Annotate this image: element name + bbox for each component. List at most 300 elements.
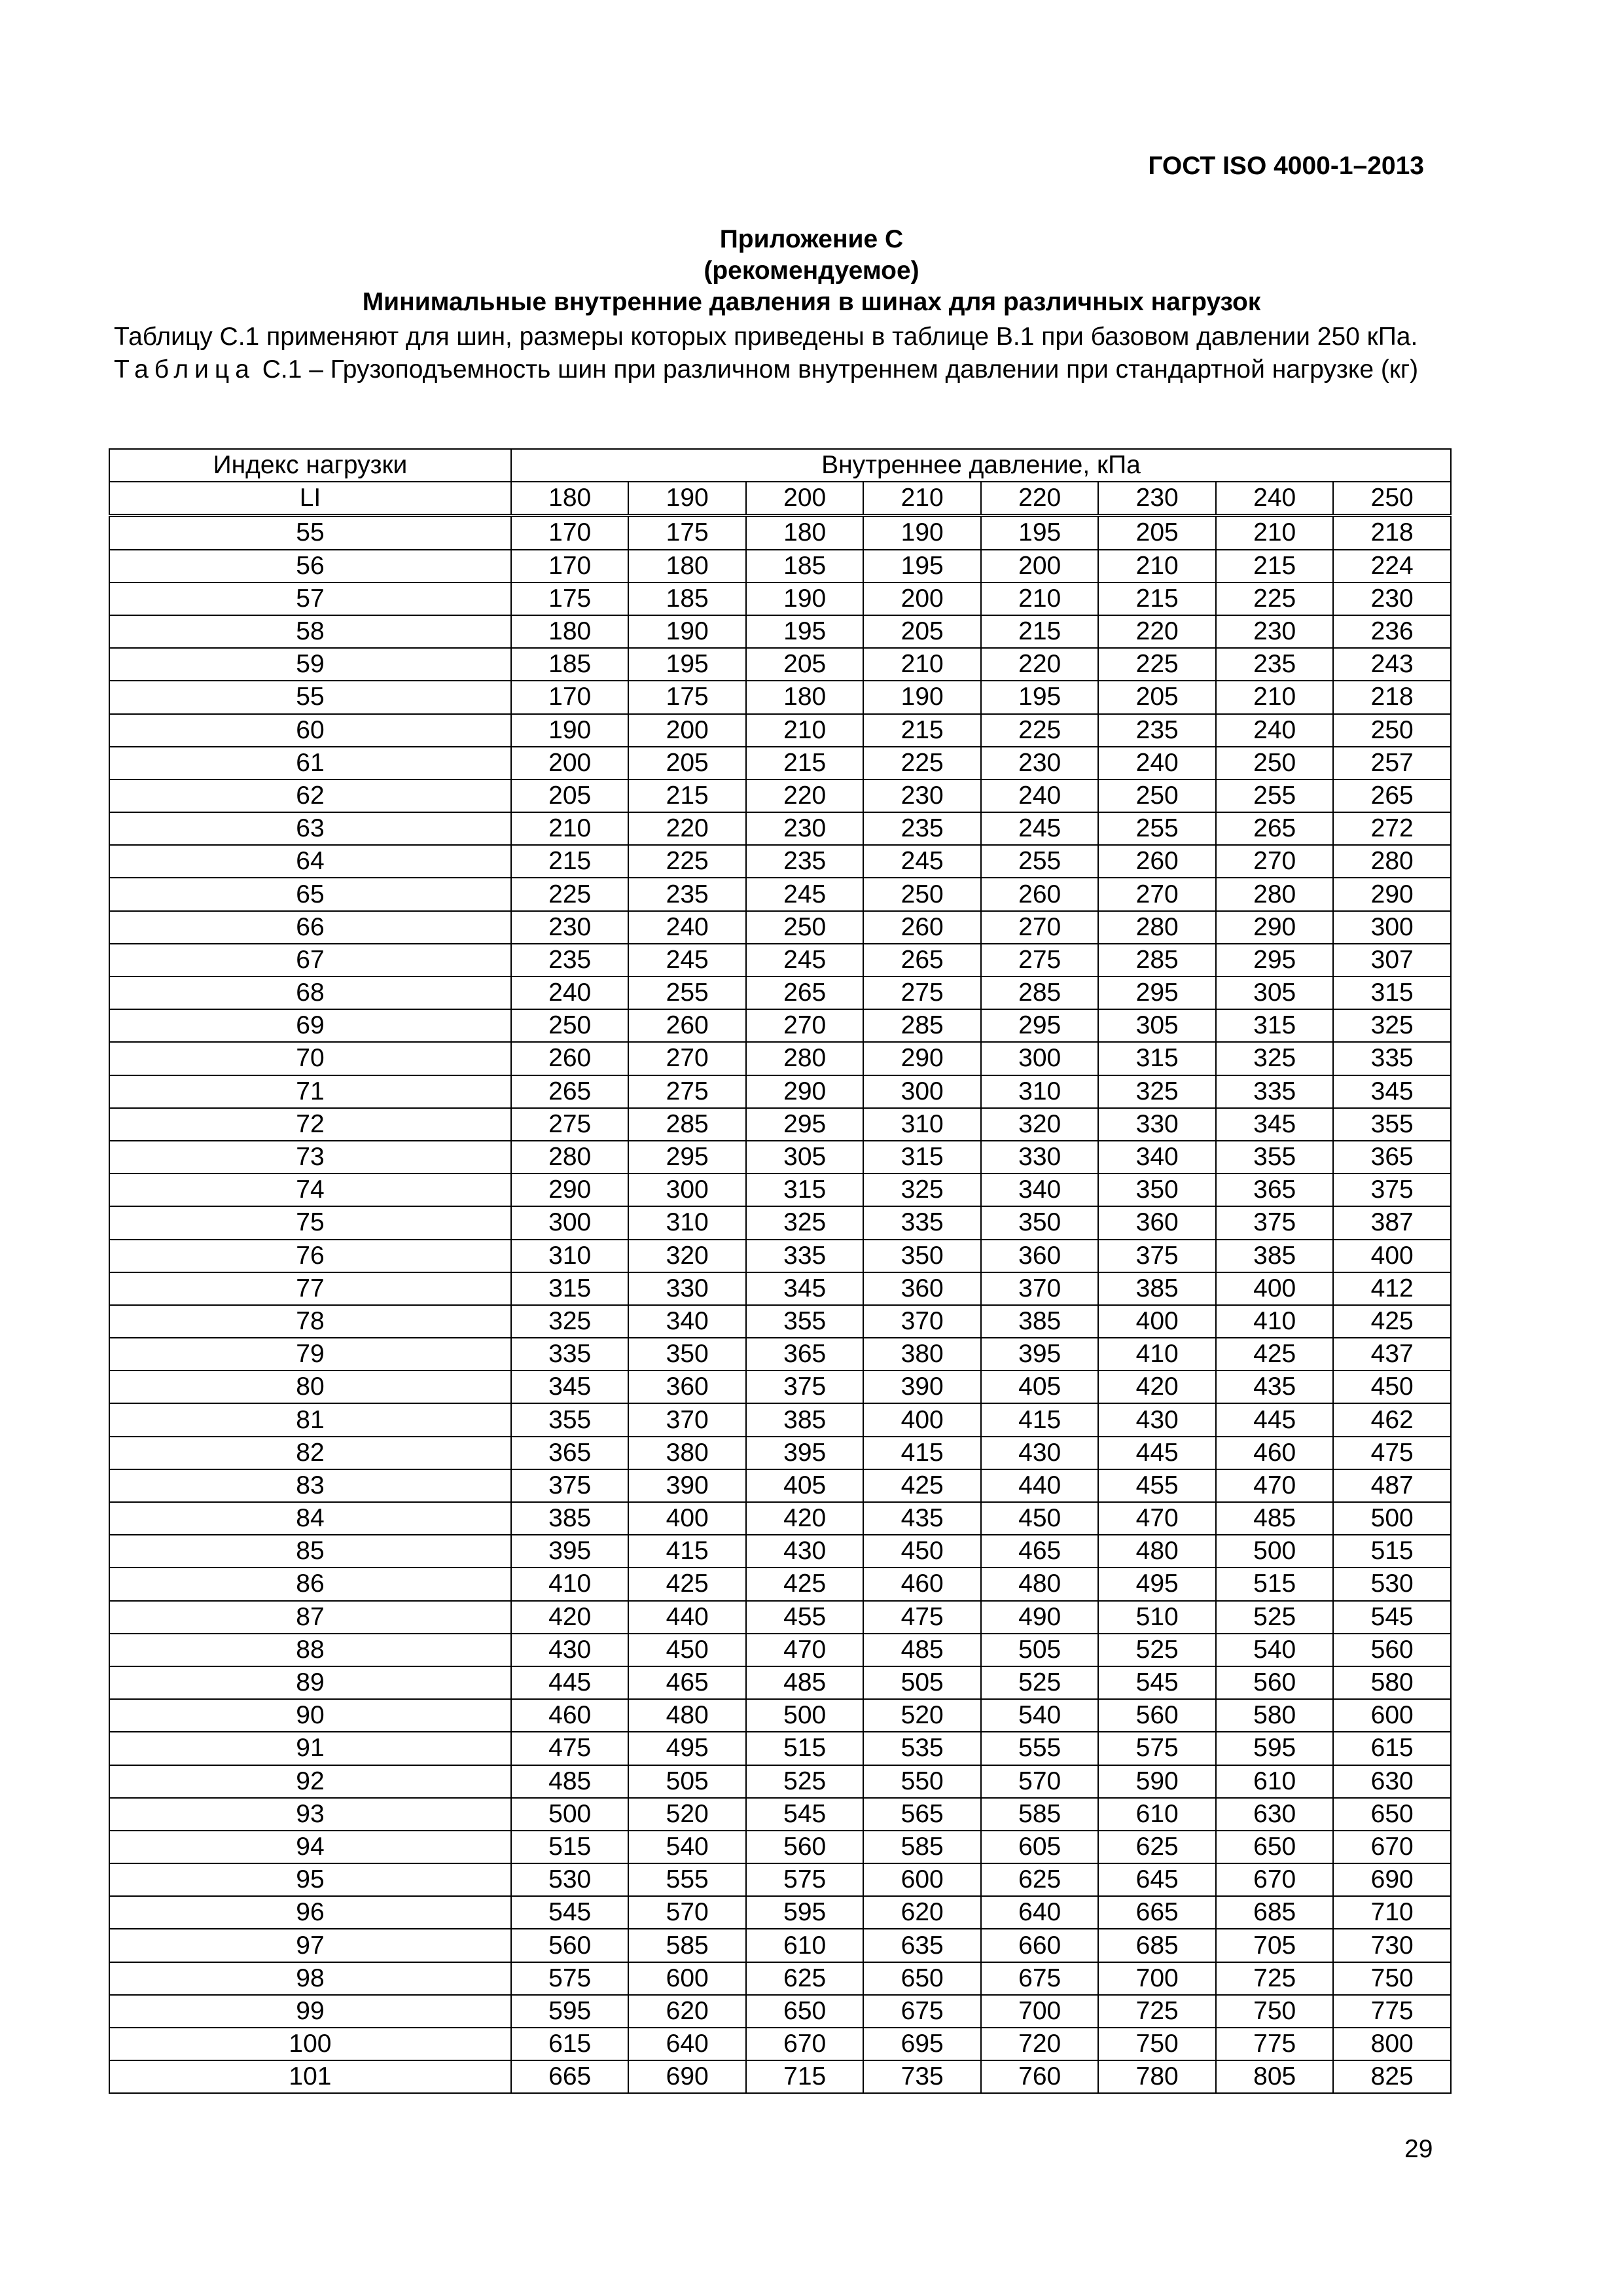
capacity-cell: 270 bbox=[1216, 845, 1334, 878]
capacity-cell: 195 bbox=[628, 648, 746, 681]
capacity-cell: 335 bbox=[1333, 1042, 1451, 1075]
capacity-cell: 495 bbox=[628, 1732, 746, 1765]
capacity-cell: 520 bbox=[863, 1699, 981, 1732]
capacity-cell: 465 bbox=[981, 1535, 1099, 1568]
capacity-cell: 250 bbox=[1333, 714, 1451, 747]
capacity-cell: 600 bbox=[1333, 1699, 1451, 1732]
capacity-cell: 380 bbox=[863, 1338, 981, 1371]
capacity-cell: 650 bbox=[863, 1962, 981, 1995]
capacity-cell: 170 bbox=[511, 681, 629, 713]
capacity-cell: 270 bbox=[746, 1009, 864, 1042]
capacity-cell: 480 bbox=[981, 1568, 1099, 1600]
capacity-cell: 510 bbox=[1098, 1601, 1216, 1634]
capacity-cell: 595 bbox=[511, 1995, 629, 2028]
capacity-cell: 635 bbox=[863, 1929, 981, 1962]
load-index-cell: 71 bbox=[109, 1075, 511, 1108]
capacity-cell: 500 bbox=[1333, 1502, 1451, 1535]
capacity-cell: 500 bbox=[511, 1798, 629, 1831]
capacity-cell: 620 bbox=[863, 1896, 981, 1929]
capacity-cell: 625 bbox=[981, 1863, 1099, 1896]
capacity-cell: 370 bbox=[863, 1305, 981, 1338]
capacity-cell: 250 bbox=[863, 878, 981, 910]
capacity-cell: 224 bbox=[1333, 550, 1451, 583]
pressure-column-header: 190 bbox=[628, 482, 746, 516]
capacity-cell: 180 bbox=[746, 516, 864, 550]
capacity-cell: 610 bbox=[746, 1929, 864, 1962]
capacity-cell: 290 bbox=[863, 1042, 981, 1075]
load-index-cell: 77 bbox=[109, 1272, 511, 1305]
load-index-cell: 78 bbox=[109, 1305, 511, 1338]
capacity-cell: 700 bbox=[981, 1995, 1099, 2028]
table-row bbox=[109, 583, 1451, 615]
capacity-cell: 265 bbox=[863, 944, 981, 977]
table-row bbox=[109, 1403, 1451, 1436]
appendix-title: Минимальные внутренние давления в шинах для различных нагрузок bbox=[362, 288, 1261, 316]
load-index-cell: 64 bbox=[109, 845, 511, 878]
table-row bbox=[109, 1371, 1451, 1403]
table-row bbox=[109, 1568, 1451, 1600]
capacity-cell: 515 bbox=[746, 1732, 864, 1765]
intro-text-block bbox=[114, 321, 1423, 386]
capacity-cell: 545 bbox=[511, 1896, 629, 1929]
capacity-cell: 218 bbox=[1333, 681, 1451, 713]
load-index-cell: 68 bbox=[109, 977, 511, 1009]
table-row bbox=[109, 1272, 1451, 1305]
capacity-cell: 590 bbox=[1098, 1765, 1216, 1798]
capacity-cell: 700 bbox=[1098, 1962, 1216, 1995]
capacity-cell: 750 bbox=[1333, 1962, 1451, 1995]
capacity-cell: 675 bbox=[863, 1995, 981, 2028]
capacity-cell: 265 bbox=[1216, 812, 1334, 845]
capacity-cell: 725 bbox=[1098, 1995, 1216, 2028]
capacity-cell: 545 bbox=[1098, 1666, 1216, 1699]
capacity-cell: 335 bbox=[746, 1240, 864, 1272]
capacity-cell: 445 bbox=[1098, 1437, 1216, 1469]
capacity-cell: 540 bbox=[1216, 1634, 1334, 1666]
capacity-cell: 405 bbox=[981, 1371, 1099, 1403]
table-row bbox=[109, 878, 1451, 910]
load-index-cell: 96 bbox=[109, 1896, 511, 1929]
table-row bbox=[109, 1929, 1451, 1962]
capacity-cell: 190 bbox=[863, 681, 981, 713]
capacity-cell: 375 bbox=[746, 1371, 864, 1403]
capacity-cell: 420 bbox=[746, 1502, 864, 1535]
load-index-cell: 74 bbox=[109, 1174, 511, 1206]
capacity-cell: 390 bbox=[863, 1371, 981, 1403]
capacity-cell: 470 bbox=[1216, 1469, 1334, 1502]
load-index-cell: 83 bbox=[109, 1469, 511, 1502]
appendix-label: Приложение С bbox=[719, 225, 904, 253]
pressure-header: Внутреннее давление, кПа bbox=[511, 449, 1451, 482]
capacity-cell: 185 bbox=[511, 648, 629, 681]
load-index-cell: 98 bbox=[109, 1962, 511, 1995]
capacity-cell: 360 bbox=[981, 1240, 1099, 1272]
capacity-cell: 235 bbox=[628, 878, 746, 910]
load-capacity-table bbox=[109, 448, 1452, 2094]
load-index-cell: 76 bbox=[109, 1240, 511, 1272]
capacity-cell: 290 bbox=[511, 1174, 629, 1206]
capacity-cell: 505 bbox=[628, 1765, 746, 1798]
capacity-cell: 540 bbox=[628, 1831, 746, 1863]
load-index-cell: 100 bbox=[109, 2028, 511, 2060]
capacity-cell: 720 bbox=[981, 2028, 1099, 2060]
capacity-cell: 560 bbox=[1098, 1699, 1216, 1732]
capacity-cell: 425 bbox=[628, 1568, 746, 1600]
capacity-cell: 715 bbox=[746, 2060, 864, 2093]
capacity-cell: 215 bbox=[1216, 550, 1334, 583]
capacity-cell: 800 bbox=[1333, 2028, 1451, 2060]
capacity-cell: 265 bbox=[746, 977, 864, 1009]
capacity-cell: 705 bbox=[1216, 1929, 1334, 1962]
appendix-title-block bbox=[0, 224, 1623, 318]
capacity-cell: 340 bbox=[1098, 1141, 1216, 1174]
capacity-cell: 525 bbox=[1098, 1634, 1216, 1666]
capacity-cell: 315 bbox=[1216, 1009, 1334, 1042]
capacity-cell: 180 bbox=[746, 681, 864, 713]
load-index-cell: 59 bbox=[109, 648, 511, 681]
capacity-cell: 190 bbox=[863, 516, 981, 550]
capacity-cell: 665 bbox=[1098, 1896, 1216, 1929]
capacity-cell: 170 bbox=[511, 516, 629, 550]
capacity-cell: 225 bbox=[511, 878, 629, 910]
capacity-cell: 735 bbox=[863, 2060, 981, 2093]
table-row bbox=[109, 2028, 1451, 2060]
capacity-cell: 435 bbox=[1216, 1371, 1334, 1403]
capacity-cell: 350 bbox=[1098, 1174, 1216, 1206]
capacity-cell: 220 bbox=[628, 812, 746, 845]
capacity-cell: 750 bbox=[1216, 1995, 1334, 2028]
capacity-cell: 515 bbox=[511, 1831, 629, 1863]
capacity-cell: 285 bbox=[863, 1009, 981, 1042]
capacity-cell: 225 bbox=[628, 845, 746, 878]
capacity-cell: 215 bbox=[628, 780, 746, 812]
capacity-cell: 255 bbox=[628, 977, 746, 1009]
capacity-cell: 615 bbox=[511, 2028, 629, 2060]
capacity-cell: 530 bbox=[511, 1863, 629, 1896]
capacity-cell: 205 bbox=[746, 648, 864, 681]
capacity-cell: 240 bbox=[1216, 714, 1334, 747]
table-row bbox=[109, 1732, 1451, 1765]
capacity-cell: 625 bbox=[746, 1962, 864, 1995]
capacity-cell: 595 bbox=[746, 1896, 864, 1929]
capacity-cell: 290 bbox=[1333, 878, 1451, 910]
table-row bbox=[109, 1765, 1451, 1798]
capacity-cell: 555 bbox=[628, 1863, 746, 1896]
capacity-cell: 595 bbox=[1216, 1732, 1334, 1765]
capacity-cell: 485 bbox=[511, 1765, 629, 1798]
capacity-cell: 210 bbox=[511, 812, 629, 845]
table-row bbox=[109, 1962, 1451, 1995]
table-row bbox=[109, 1699, 1451, 1732]
load-index-cell: 88 bbox=[109, 1634, 511, 1666]
capacity-cell: 445 bbox=[511, 1666, 629, 1699]
capacity-cell: 240 bbox=[628, 911, 746, 944]
table-body bbox=[109, 516, 1451, 2094]
table-row bbox=[109, 747, 1451, 780]
capacity-cell: 235 bbox=[511, 944, 629, 977]
capacity-cell: 330 bbox=[1098, 1108, 1216, 1141]
capacity-cell: 205 bbox=[1098, 516, 1216, 550]
capacity-cell: 240 bbox=[981, 780, 1099, 812]
capacity-cell: 400 bbox=[628, 1502, 746, 1535]
capacity-cell: 230 bbox=[511, 911, 629, 944]
capacity-cell: 575 bbox=[1098, 1732, 1216, 1765]
capacity-cell: 500 bbox=[746, 1699, 864, 1732]
capacity-cell: 340 bbox=[628, 1305, 746, 1338]
capacity-cell: 280 bbox=[746, 1042, 864, 1075]
capacity-cell: 462 bbox=[1333, 1403, 1451, 1436]
capacity-cell: 325 bbox=[746, 1206, 864, 1239]
load-index-cell: 81 bbox=[109, 1403, 511, 1436]
capacity-cell: 265 bbox=[511, 1075, 629, 1108]
capacity-cell: 710 bbox=[1333, 1896, 1451, 1929]
capacity-cell: 245 bbox=[746, 944, 864, 977]
capacity-cell: 235 bbox=[1216, 648, 1334, 681]
capacity-cell: 487 bbox=[1333, 1469, 1451, 1502]
capacity-cell: 530 bbox=[1333, 1568, 1451, 1600]
table-row bbox=[109, 1601, 1451, 1634]
capacity-cell: 365 bbox=[1216, 1174, 1334, 1206]
table-row bbox=[109, 780, 1451, 812]
capacity-cell: 360 bbox=[628, 1371, 746, 1403]
capacity-cell: 395 bbox=[746, 1437, 864, 1469]
table-row bbox=[109, 1995, 1451, 2028]
table-row bbox=[109, 1634, 1451, 1666]
load-index-cell: 70 bbox=[109, 1042, 511, 1075]
capacity-cell: 295 bbox=[1098, 977, 1216, 1009]
capacity-cell: 387 bbox=[1333, 1206, 1451, 1239]
capacity-cell: 260 bbox=[863, 911, 981, 944]
capacity-cell: 525 bbox=[1216, 1601, 1334, 1634]
capacity-cell: 350 bbox=[863, 1240, 981, 1272]
pressure-column-header: 230 bbox=[1098, 482, 1216, 516]
capacity-cell: 605 bbox=[981, 1831, 1099, 1863]
capacity-cell: 385 bbox=[981, 1305, 1099, 1338]
table-row bbox=[109, 1535, 1451, 1568]
table-caption-text: С.1 – Грузоподъемность шин при различном внутреннем давлении при стандартной нагрузке (кг) bbox=[255, 355, 1419, 384]
capacity-cell: 275 bbox=[511, 1108, 629, 1141]
table-row bbox=[109, 1338, 1451, 1371]
capacity-cell: 290 bbox=[1216, 911, 1334, 944]
capacity-cell: 630 bbox=[1333, 1765, 1451, 1798]
capacity-cell: 775 bbox=[1333, 1995, 1451, 2028]
capacity-cell: 355 bbox=[1216, 1141, 1334, 1174]
capacity-cell: 650 bbox=[1333, 1798, 1451, 1831]
capacity-cell: 560 bbox=[511, 1929, 629, 1962]
capacity-cell: 225 bbox=[863, 747, 981, 780]
capacity-cell: 475 bbox=[511, 1732, 629, 1765]
capacity-cell: 265 bbox=[1333, 780, 1451, 812]
capacity-cell: 640 bbox=[981, 1896, 1099, 1929]
capacity-cell: 250 bbox=[1098, 780, 1216, 812]
capacity-cell: 385 bbox=[511, 1502, 629, 1535]
table-row bbox=[109, 516, 1451, 550]
capacity-cell: 425 bbox=[1333, 1305, 1451, 1338]
table-row bbox=[109, 714, 1451, 747]
capacity-cell: 415 bbox=[863, 1437, 981, 1469]
table-row bbox=[109, 1206, 1451, 1239]
capacity-cell: 415 bbox=[628, 1535, 746, 1568]
load-index-cell: 86 bbox=[109, 1568, 511, 1600]
capacity-cell: 615 bbox=[1333, 1732, 1451, 1765]
capacity-cell: 305 bbox=[746, 1141, 864, 1174]
load-index-cell: 61 bbox=[109, 747, 511, 780]
capacity-cell: 310 bbox=[628, 1206, 746, 1239]
capacity-cell: 550 bbox=[863, 1765, 981, 1798]
capacity-cell: 175 bbox=[511, 583, 629, 615]
capacity-cell: 355 bbox=[746, 1305, 864, 1338]
table-row bbox=[109, 1108, 1451, 1141]
capacity-cell: 455 bbox=[1098, 1469, 1216, 1502]
capacity-cell: 505 bbox=[863, 1666, 981, 1699]
pressure-column-header: 220 bbox=[981, 482, 1099, 516]
capacity-cell: 315 bbox=[1333, 977, 1451, 1009]
capacity-cell: 210 bbox=[1216, 681, 1334, 713]
capacity-cell: 620 bbox=[628, 1995, 746, 2028]
capacity-cell: 365 bbox=[746, 1338, 864, 1371]
capacity-cell: 230 bbox=[746, 812, 864, 845]
capacity-cell: 200 bbox=[511, 747, 629, 780]
capacity-cell: 370 bbox=[981, 1272, 1099, 1305]
load-index-cell: 58 bbox=[109, 615, 511, 648]
capacity-cell: 355 bbox=[1333, 1108, 1451, 1141]
capacity-cell: 560 bbox=[1333, 1634, 1451, 1666]
table-row bbox=[109, 2060, 1451, 2093]
load-index-cell: 93 bbox=[109, 1798, 511, 1831]
capacity-cell: 440 bbox=[628, 1601, 746, 1634]
load-index-cell: 85 bbox=[109, 1535, 511, 1568]
table-row bbox=[109, 648, 1451, 681]
capacity-cell: 220 bbox=[746, 780, 864, 812]
capacity-cell: 215 bbox=[511, 845, 629, 878]
capacity-cell: 280 bbox=[1216, 878, 1334, 910]
capacity-cell: 585 bbox=[628, 1929, 746, 1962]
pressure-column-header: 250 bbox=[1333, 482, 1451, 516]
table-row bbox=[109, 1502, 1451, 1535]
capacity-cell: 385 bbox=[746, 1403, 864, 1436]
capacity-cell: 525 bbox=[981, 1666, 1099, 1699]
capacity-cell: 650 bbox=[1216, 1831, 1334, 1863]
capacity-cell: 270 bbox=[1098, 878, 1216, 910]
capacity-cell: 320 bbox=[628, 1240, 746, 1272]
capacity-cell: 300 bbox=[511, 1206, 629, 1239]
load-index-cell: 101 bbox=[109, 2060, 511, 2093]
capacity-cell: 195 bbox=[981, 681, 1099, 713]
load-index-cell: 82 bbox=[109, 1437, 511, 1469]
capacity-cell: 280 bbox=[1333, 845, 1451, 878]
capacity-cell: 205 bbox=[1098, 681, 1216, 713]
capacity-cell: 730 bbox=[1333, 1929, 1451, 1962]
capacity-cell: 305 bbox=[1098, 1009, 1216, 1042]
capacity-cell: 410 bbox=[511, 1568, 629, 1600]
capacity-cell: 335 bbox=[1216, 1075, 1334, 1108]
capacity-cell: 470 bbox=[746, 1634, 864, 1666]
capacity-cell: 330 bbox=[981, 1141, 1099, 1174]
capacity-cell: 350 bbox=[981, 1206, 1099, 1239]
capacity-cell: 325 bbox=[1098, 1075, 1216, 1108]
capacity-cell: 245 bbox=[863, 845, 981, 878]
capacity-cell: 260 bbox=[1098, 845, 1216, 878]
capacity-cell: 320 bbox=[981, 1108, 1099, 1141]
load-index-cell: 60 bbox=[109, 714, 511, 747]
capacity-cell: 285 bbox=[981, 977, 1099, 1009]
capacity-cell: 435 bbox=[863, 1502, 981, 1535]
capacity-cell: 245 bbox=[746, 878, 864, 910]
table-row bbox=[109, 944, 1451, 977]
capacity-cell: 500 bbox=[1216, 1535, 1334, 1568]
capacity-cell: 690 bbox=[628, 2060, 746, 2093]
capacity-cell: 400 bbox=[1333, 1240, 1451, 1272]
capacity-cell: 235 bbox=[1098, 714, 1216, 747]
capacity-cell: 365 bbox=[1333, 1141, 1451, 1174]
capacity-cell: 430 bbox=[1098, 1403, 1216, 1436]
pressure-column-header: 180 bbox=[511, 482, 629, 516]
capacity-cell: 235 bbox=[863, 812, 981, 845]
capacity-cell: 425 bbox=[746, 1568, 864, 1600]
capacity-cell: 395 bbox=[511, 1535, 629, 1568]
capacity-cell: 670 bbox=[1216, 1863, 1334, 1896]
load-index-cell: 63 bbox=[109, 812, 511, 845]
capacity-cell: 240 bbox=[1098, 747, 1216, 780]
table-row bbox=[109, 1798, 1451, 1831]
table-header-row bbox=[109, 449, 1451, 482]
capacity-cell: 230 bbox=[1216, 615, 1334, 648]
capacity-cell: 425 bbox=[1216, 1338, 1334, 1371]
capacity-cell: 400 bbox=[863, 1403, 981, 1436]
capacity-cell: 210 bbox=[746, 714, 864, 747]
load-index-cell: 84 bbox=[109, 1502, 511, 1535]
table-row bbox=[109, 681, 1451, 713]
pressure-column-header: 200 bbox=[746, 482, 864, 516]
capacity-cell: 250 bbox=[1216, 747, 1334, 780]
capacity-cell: 300 bbox=[628, 1174, 746, 1206]
table-row bbox=[109, 1666, 1451, 1699]
capacity-cell: 205 bbox=[511, 780, 629, 812]
capacity-cell: 285 bbox=[1098, 944, 1216, 977]
capacity-cell: 255 bbox=[1098, 812, 1216, 845]
capacity-cell: 315 bbox=[863, 1141, 981, 1174]
capacity-cell: 645 bbox=[1098, 1863, 1216, 1896]
capacity-cell: 225 bbox=[1098, 648, 1216, 681]
capacity-cell: 295 bbox=[628, 1141, 746, 1174]
capacity-cell: 345 bbox=[1333, 1075, 1451, 1108]
capacity-cell: 400 bbox=[1098, 1305, 1216, 1338]
capacity-cell: 310 bbox=[863, 1108, 981, 1141]
load-index-cell: 67 bbox=[109, 944, 511, 977]
table-row bbox=[109, 1305, 1451, 1338]
capacity-cell: 365 bbox=[511, 1437, 629, 1469]
capacity-cell: 335 bbox=[511, 1338, 629, 1371]
capacity-cell: 480 bbox=[628, 1699, 746, 1732]
capacity-cell: 285 bbox=[628, 1108, 746, 1141]
capacity-cell: 670 bbox=[1333, 1831, 1451, 1863]
capacity-cell: 215 bbox=[863, 714, 981, 747]
capacity-cell: 585 bbox=[863, 1831, 981, 1863]
capacity-cell: 555 bbox=[981, 1732, 1099, 1765]
table-row bbox=[109, 1831, 1451, 1863]
table-row bbox=[109, 1240, 1451, 1272]
load-index-header: Индекс нагрузки bbox=[109, 449, 511, 482]
capacity-cell: 315 bbox=[1098, 1042, 1216, 1075]
capacity-cell: 450 bbox=[981, 1502, 1099, 1535]
capacity-cell: 300 bbox=[863, 1075, 981, 1108]
load-index-cell: 99 bbox=[109, 1995, 511, 2028]
load-index-cell: 69 bbox=[109, 1009, 511, 1042]
capacity-cell: 310 bbox=[981, 1075, 1099, 1108]
capacity-cell: 410 bbox=[1216, 1305, 1334, 1338]
capacity-cell: 220 bbox=[1098, 615, 1216, 648]
table-caption-word: Таблица bbox=[114, 355, 255, 384]
